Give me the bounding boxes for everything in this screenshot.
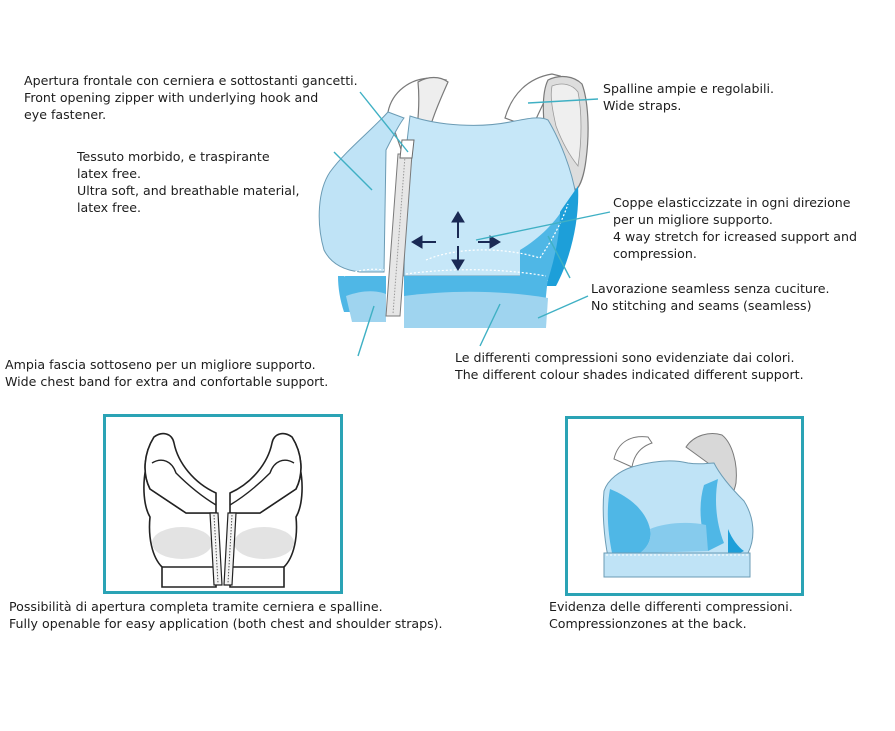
back-view-caption: Evidenza delle differenti compressioni. Compressionzones at the back.: [549, 599, 793, 631]
chest-band-annotation: Ampia fascia sottoseno per un migliore supporto. Wide chest band for extra and confortable support.: [5, 357, 329, 389]
seamless-annotation: Lavorazione seamless senza cuciture. No stitching and seams (seamless): [591, 281, 830, 313]
compressions-annotation: Le differenti compressioni sono evidenziate dai colori. The different colour shades indicated different support.: [455, 350, 804, 382]
straps-annotation: Spalline ampie e regolabili. Wide straps.: [603, 81, 774, 113]
open-bra-illustration: [106, 417, 340, 591]
zipper-annotation: Apertura frontale con cerniera e sottostanti gancetti. Front opening zipper with underlying hook and eye fastener.: [24, 73, 358, 122]
fabric-annotation: Tessuto morbido, e traspirante latex free. Ultra soft, and breathable material, latex free.: [77, 149, 300, 215]
bra-body: [319, 112, 578, 328]
open-bra-panel: [103, 414, 343, 594]
back-view-panel: [565, 416, 804, 596]
cups-annotation: Coppe elasticcizzate in ogni direzione per un migliore supporto. 4 way stretch for icreased support and compression.: [613, 195, 857, 261]
open-bra-caption: Possibilità di apertura completa tramite cerniera e spalline. Fully openable for easy application (both chest and shoulder straps).: [9, 599, 443, 631]
back-view-illustration: [568, 419, 801, 593]
